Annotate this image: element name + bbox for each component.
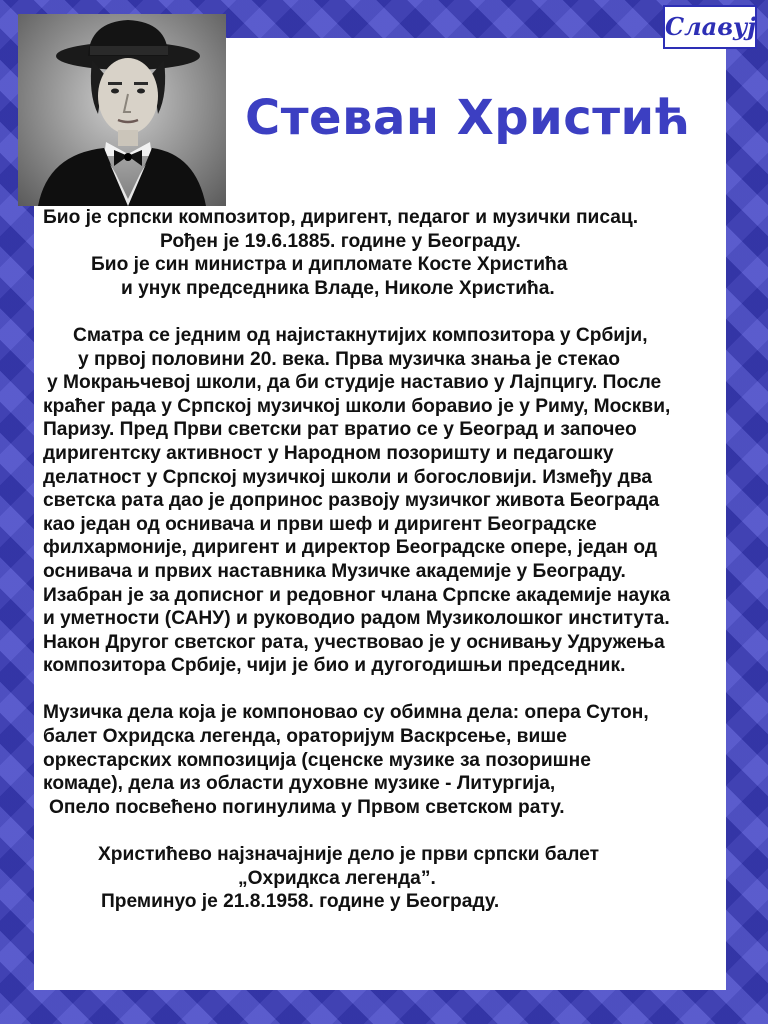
works-line: комаде), дела из области духовне музике - Литургија,	[43, 773, 556, 795]
bio-line: Изабран је за дописног и редовног члана Српске академије наука	[43, 584, 671, 606]
bio-line: диригентску активност у Народном позоришту и педагошку	[43, 442, 614, 464]
bio-line: композитора Србије, чији је био и дугогодишњи председник.	[43, 655, 626, 677]
portrait-illustration	[18, 14, 226, 206]
works-line: Опело посвећено погинулима у Првом светском рату.	[49, 796, 565, 818]
bio-line: Паризу. Пред Први светски рат вратио се у Београд и започео	[43, 419, 637, 441]
bio-line: филхармоније, диригент и директор Београдске опере, један од	[43, 537, 657, 559]
portrait-photo	[18, 14, 226, 206]
bio-line: у Мокрањчевој школи, да би студије наставио у Лајпцигу. После	[47, 372, 662, 394]
bio-line: Сматра се једним од најистакнутијих композитора у Србији,	[73, 324, 648, 346]
intro-line: Био је српски композитор, диригент, педагог и музички писац.	[43, 207, 639, 228]
bio-line: као један од оснивача и први шеф и диригент Београдске	[43, 513, 597, 535]
works-line: оркестарских композиција (сценске музике за позоришне	[43, 749, 591, 771]
slavuj-logo	[663, 5, 757, 49]
intro-line: Био је син министра и дипломате Косте Христића	[91, 254, 568, 276]
bio-line: Након Другог светског рата, учествовао је у оснивању Удружења	[43, 631, 665, 653]
closing-line: Преминуо је 21.8.1958. године у Београду.	[101, 891, 500, 913]
works-line: Музичка дела која је компоновао су обимна дела: опера Сутон,	[43, 702, 649, 724]
bio-line: светска рата дао је допринос развоју музичког живота Београда	[43, 490, 660, 512]
bio-line: краћег рада у Српској музичкој школи боравио је у Риму, Москви,	[43, 395, 671, 417]
intro-line: Рођен је 19.6.1885. године у Београду.	[160, 230, 521, 252]
bio-line: и уметности (САНУ) и руководио радом Музиколошког института.	[43, 608, 670, 630]
paragraph-gap	[43, 819, 733, 843]
closing-line: Христићево најзначајније дело је први српски балет	[98, 844, 599, 866]
page-title: Стеван Христић	[245, 90, 691, 146]
article-text	[43, 206, 733, 914]
closing-line: „Охридкса легенда”.	[238, 867, 436, 889]
bio-line: делатност у Српској музичкој школи и богословији. Између два	[43, 466, 653, 488]
works-line: балет Охридска легенда, ораторијум Васкрсење, више	[43, 726, 567, 748]
bio-line: у првој половини 20. века. Прва музичка знања је стекао	[78, 348, 620, 370]
logo-text: Славуј	[665, 12, 757, 41]
paragraph-gap	[43, 678, 733, 702]
paragraph-gap	[43, 300, 733, 324]
bio-line: оснивача и првих наставника Музичке академије у Београду.	[43, 560, 626, 582]
intro-line: и унук председника Владе, Николе Христића.	[121, 277, 555, 299]
